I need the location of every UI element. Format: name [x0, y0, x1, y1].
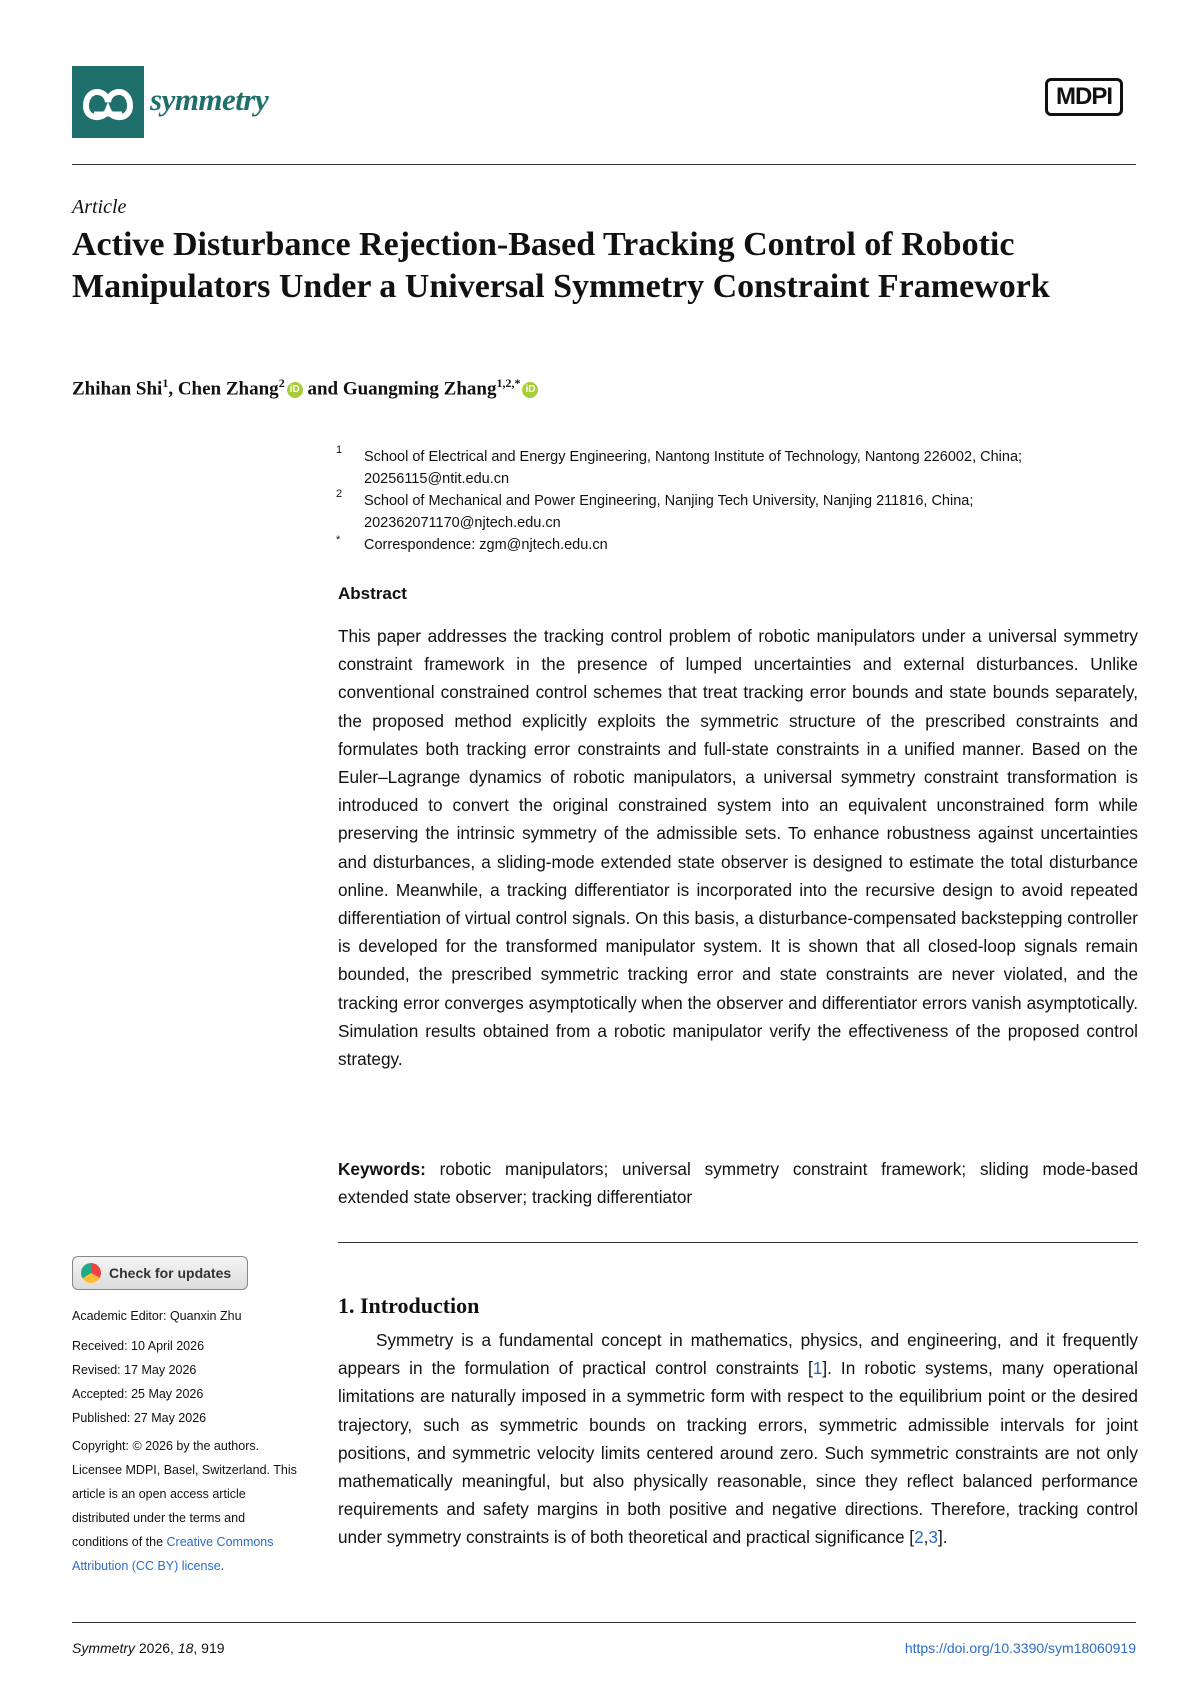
author-list: [72, 376, 538, 400]
citation-link[interactable]: 3: [928, 1527, 938, 1548]
abstract-heading: Abstract: [338, 584, 407, 603]
citation-link[interactable]: 1: [812, 1358, 823, 1379]
symmetry-logo-icon: [72, 66, 144, 138]
affiliation-text: School of Mechanical and Power Engineering, Nanjing Tech University, Nanjing 211816, China; 202362071170@njtech.edu.cn: [364, 493, 974, 531]
introduction-body: [338, 1326, 1138, 1552]
article-type: Article: [72, 196, 127, 218]
journal-logo: [72, 66, 144, 138]
check-updates-label: Check for updates: [109, 1265, 232, 1281]
intro-text: ].: [937, 1527, 948, 1548]
author-separator: ,: [168, 378, 178, 400]
keywords: [338, 1155, 1138, 1211]
author-affiliation-mark: 1: [162, 376, 169, 390]
affiliation-mark: *: [336, 534, 341, 546]
abstract-divider: [338, 1242, 1138, 1243]
affiliation-mark: 1: [336, 444, 343, 456]
copyright-text: Copyright: © 2026 by the authors. Licensee MDPI, Basel, Switzerland. This article is an open access article distributed under the terms and conditions of the: [72, 1439, 297, 1549]
received-date: Received: 10 April 2026: [72, 1339, 205, 1353]
license-link[interactable]: Creative Commons Attribution (CC BY) license: [72, 1535, 274, 1573]
academic-editor: Academic Editor: Quanxin Zhu: [72, 1309, 242, 1323]
orcid-icon[interactable]: iD: [522, 382, 538, 398]
accepted-date: Accepted: 25 May 2026: [72, 1387, 204, 1401]
author-name: Zhihan Shi: [72, 378, 163, 400]
footer-divider: [72, 1622, 1136, 1623]
paper-title: Active Disturbance Rejection-Based Tracking Control of Robotic Manipulators Under a Universal Symmetry Constraint Framework: [72, 226, 1050, 305]
footer-volume: 18: [177, 1640, 194, 1656]
abstract-body: This paper addresses the tracking control problem of robotic manipulators under a universal symmetry constraint framework in the presence of lumped uncertainties and external disturbances. Unlike conventional constrained control schemes that treat tracking error bounds and state bounds separately, the proposed method explicitly exploits the symmetric structure of the prescribed constraints and formulates both tracking error constraints and full-state constraints in a unified manner. Based on the Euler–Lagrange dynamics of robotic manipulators, a universal symmetry constraint transformation is introduced to convert the original constrained system into an equivalent unconstrained form while preserving the intrinsic symmetry of the admissible sets. To enhance robustness against uncertainties and disturbances, a sliding-mode extended state observer is designed to estimate the total disturbance online. Meanwhile, a tracking differentiator is incorporated into the recursive design to avoid repeated differentiation of virtual control signals. On this basis, a disturbance-compensated backstepping controller is developed for the transformed manipulator system. It is shown that all closed-loop signals remain bounded, the prescribed symmetric tracking error and state constraints are never violated, and the tracking error converges asymptotically when the observer and differentiator errors vanish asymptotically. Simulation results obtained from a robotic manipulator verify the effectiveness of the proposed control strategy.: [338, 626, 1138, 1070]
affiliation-mark: 2: [336, 488, 343, 500]
publication-dates: [72, 1334, 206, 1430]
doi-link[interactable]: https://doi.org/10.3390/sym18060919: [904, 1640, 1136, 1656]
intro-text: Symmetry is a fundamental concept in mathematics, physics, and engineering, and it frequently appears in the formulation of practical control constraints [: [338, 1330, 1138, 1379]
header-divider: [72, 164, 1136, 165]
copyright-notice: [72, 1434, 304, 1578]
intro-text: ]. In robotic systems, many operational limitations are naturally imposed in a symmetric form with respect to the equilibrium point or the desired trajectory, such as symmetric bounds on tracking errors, symmetric admissible intervals for joint positions, and symmetric velocity limits centered around zero. Such symmetric constraints are not only mathematically meaningful, but also physically reasonable, since they reflect balanced performance requirements and safety margins in both positive and negative directions. Therefore, tracking control under symmetry constraints is of both theoretical and practical significance [: [338, 1358, 1138, 1548]
citation-link[interactable]: 2: [914, 1527, 924, 1548]
journal-name: symmetry: [150, 82, 269, 117]
footer-article-number: , 919: [193, 1640, 225, 1656]
publisher-logo: MDPI: [1045, 78, 1123, 116]
check-updates-icon: [81, 1263, 101, 1283]
orcid-icon[interactable]: iD: [287, 382, 303, 398]
author-name: Guangming Zhang: [342, 378, 497, 400]
revised-date: Revised: 17 May 2026: [72, 1363, 197, 1377]
keywords-text: robotic manipulators; universal symmetry constraint framework; sliding mode-based extended state observer; tracking differentiator: [338, 1159, 1139, 1208]
footer-citation: [72, 1640, 225, 1656]
affiliation-text: School of Electrical and Energy Engineering, Nantong Institute of Technology, Nantong 226002, China; 20256115@ntit.edu.cn: [364, 449, 1023, 487]
author-name: Chen Zhang: [177, 378, 279, 400]
section-heading-introduction: 1. Introduction: [338, 1293, 480, 1318]
author-affiliation-mark: 1,2,*: [496, 376, 521, 390]
author-separator: and: [302, 378, 343, 400]
citation-separator: ,: [923, 1527, 929, 1548]
author-affiliation-mark: 2: [278, 376, 285, 390]
footer-year: 2026,: [135, 1640, 178, 1656]
correspondence-text: Correspondence: zgm@njtech.edu.cn: [364, 537, 608, 553]
keywords-label: Keywords:: [338, 1159, 426, 1179]
license-end: .: [220, 1559, 225, 1573]
check-for-updates-button[interactable]: [72, 1256, 248, 1290]
published-date: Published: 27 May 2026: [72, 1411, 207, 1425]
footer-journal: Symmetry: [72, 1640, 135, 1656]
